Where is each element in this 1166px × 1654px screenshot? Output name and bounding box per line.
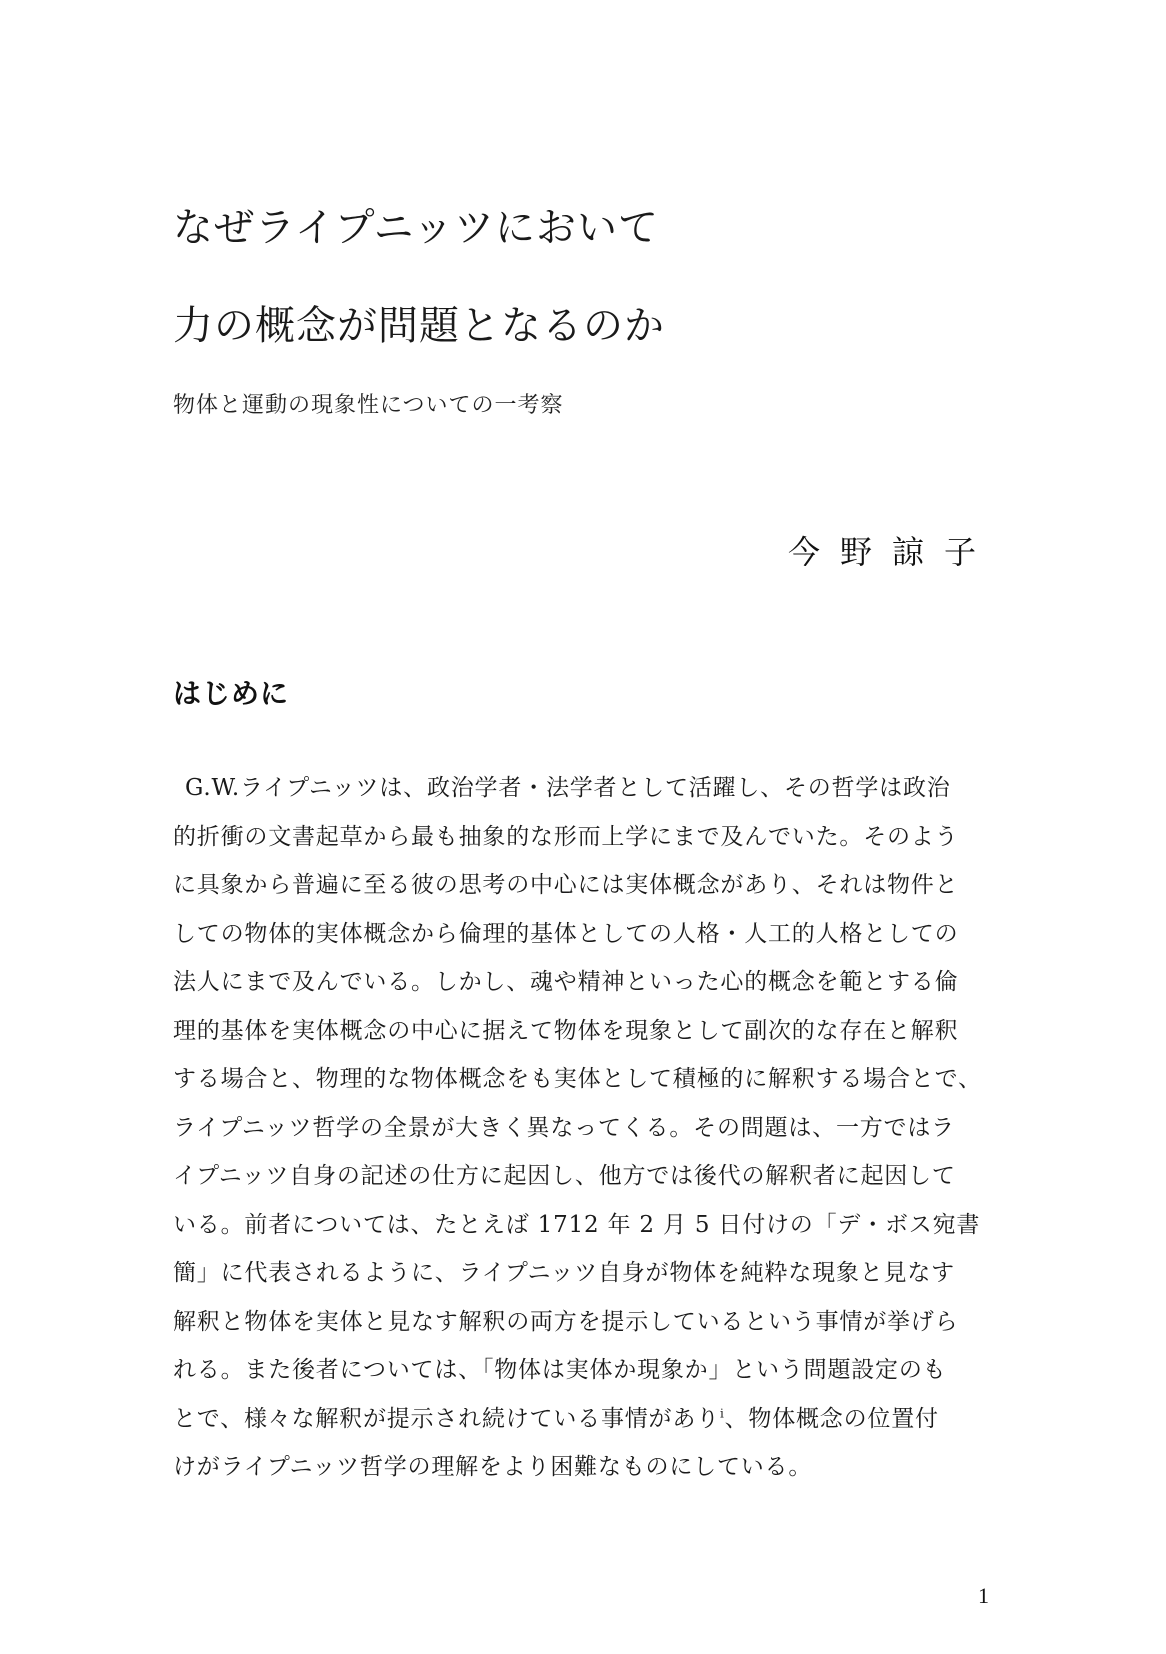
paragraph-line-text: とで、様々な解釈が提示され続けている事情があり [173,1405,720,1432]
paragraph-line: 理的基体を実体概念の中心に据えて物体を現象として副次的な存在と解釈 [173,1017,959,1044]
paragraph-line: G.W.ライプニッツは、政治学者・法学者として活躍し、その哲学は政治 [185,775,951,801]
title-line-1: なぜライプニッツにおいて [173,205,659,251]
paragraph-line-with-footnote [173,1395,1003,1444]
paragraph-line: する場合と、物理的な物体概念をも実体として積極的に解釈する場合とで、 [173,1066,982,1092]
title-line-2: 力の概念が問題となるのか [173,303,665,349]
paragraph-line: イプニッツ自身の記述の仕方に起因し、他方では後代の解釈者に起因して [173,1163,956,1189]
author-name: 今野諒子 [787,533,996,571]
paragraph-line: に具象から普遍に至る彼の思考の中心には実体概念があり、それは物件と [173,872,959,898]
paragraph-line: けがライプニッツ哲学の理解をより困難なものにしている。 [173,1454,813,1480]
subtitle: 物体と運動の現象性についての一考察 [173,393,564,418]
body-paragraph [173,764,1003,1492]
paragraph-line-tail: 、物体概念の位置付 [724,1405,939,1432]
paragraph-line: いる。前者については、たとえば 1712 年 2 月 5 日付けの「デ・ボス宛書 [173,1211,981,1238]
paragraph-line: 解釈と物体を実体と見なす解釈の両方を提示しているという事情が挙げら [173,1308,959,1335]
page-number: 1 [978,1583,989,1608]
footnote-marker[interactable]: i [719,1405,725,1420]
paragraph-line: しての物体的実体概念から倫理的基体としての人格・人工的人格としての [173,920,959,947]
paragraph-line: れる。また後者については、「物体は実体か現象か」という問題設定のも [173,1357,947,1383]
section-heading: はじめに [173,677,290,710]
paragraph-line: 的折衝の文書起草から最も抽象的な形而上学にまで及んでいた。そのよう [173,823,959,850]
paragraph-line: 法人にまで及んでいる。しかし、魂や精神といった心的概念を範とする倫 [173,969,959,995]
paragraph-line: ライプニッツ哲学の全景が大きく異なってくる。その問題は、一方ではラ [173,1114,955,1141]
paragraph-line: 簡」に代表されるように、ライプニッツ自身が物体を純粋な現象と見なす [173,1260,955,1286]
